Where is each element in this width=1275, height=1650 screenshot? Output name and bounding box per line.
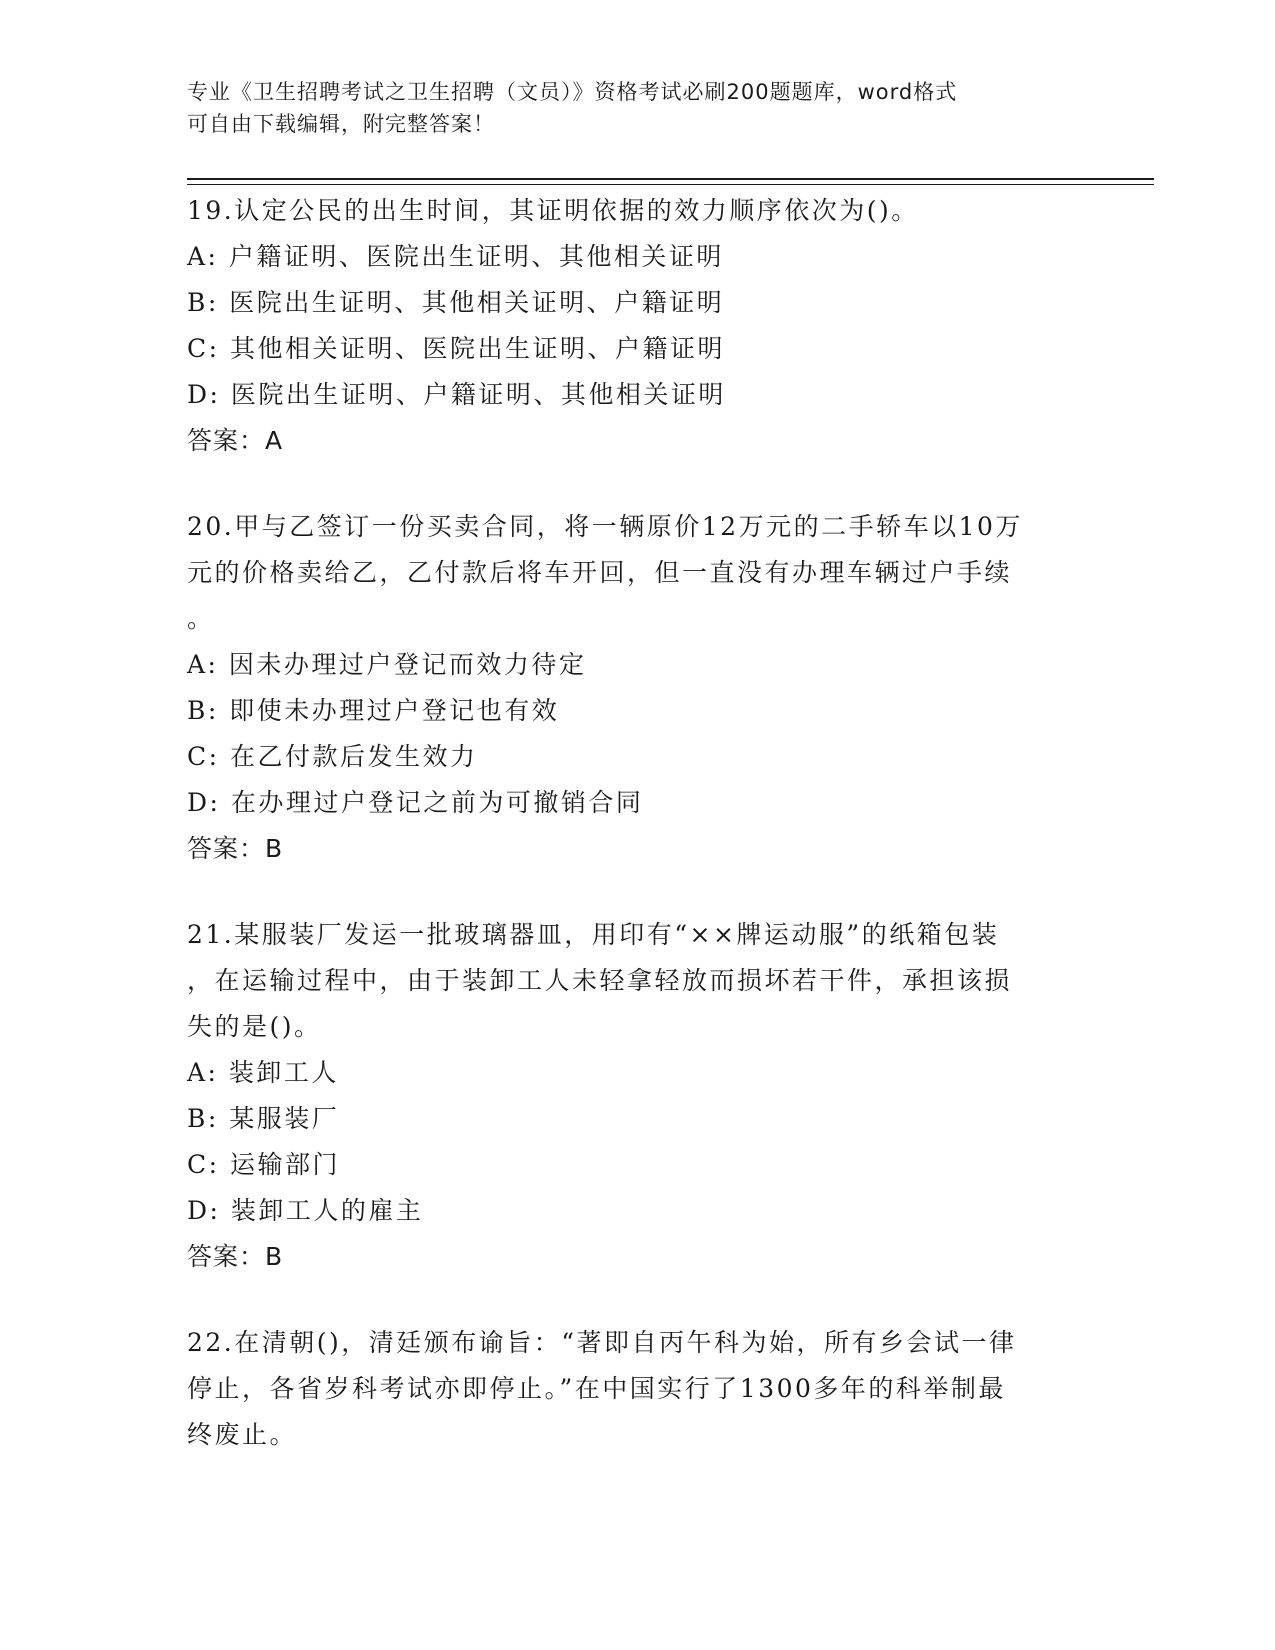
question-stem-line: ，在运输过程中，由于装卸工人未轻拿轻放而损坏若干件，承担该损 xyxy=(187,966,1013,995)
question-stem-line: 。 xyxy=(187,604,215,633)
option-d: D: 在办理过户登记之前为可撤销合同 xyxy=(187,788,644,817)
question-stem-line: 20.甲与乙签订一份买卖合同，将一辆原价12万元的二手轿车以10万 xyxy=(187,512,1023,541)
option-c: C: 运输部门 xyxy=(187,1150,340,1179)
question-stem-line: 22.在清朝()，清廷颁布谕旨：“著即自丙午科为始，所有乡会试一律 xyxy=(187,1328,1017,1357)
question-list xyxy=(187,188,1087,1498)
question-20 xyxy=(187,504,1087,872)
question-stem-line: 停止，各省岁科考试亦即停止。”在中国实行了1300多年的科举制最 xyxy=(187,1374,1006,1403)
header-divider-thin xyxy=(187,184,1154,185)
header-divider-thick xyxy=(187,178,1154,180)
question-22 xyxy=(187,1320,1087,1458)
option-c: C: 在乙付款后发生效力 xyxy=(187,742,478,771)
question-19 xyxy=(187,188,1087,464)
option-d: D: 装卸工人的雇主 xyxy=(187,1196,424,1225)
question-stem-line: 元的价格卖给乙，乙付款后将车开回，但一直没有办理车辆过户手续 xyxy=(187,558,1013,587)
option-a: A: 装卸工人 xyxy=(187,1058,339,1087)
question-stem-line: 终废止。 xyxy=(187,1420,298,1449)
option-c: C: 其他相关证明、医院出生证明、户籍证明 xyxy=(187,334,725,363)
question-stem-line: 19.认定公民的出生时间，其证明依据的效力顺序依次为()。 xyxy=(187,196,919,225)
document-header xyxy=(187,76,1087,140)
option-d: D: 医院出生证明、户籍证明、其他相关证明 xyxy=(187,380,726,409)
header-line-2: 可自由下载编辑，附完整答案！ xyxy=(187,112,495,136)
question-21 xyxy=(187,912,1087,1280)
answer: 答案：B xyxy=(187,1242,284,1271)
option-b: B: 医院出生证明、其他相关证明、户籍证明 xyxy=(187,288,725,317)
option-b: B: 某服装厂 xyxy=(187,1104,340,1133)
option-a: A: 因未办理过户登记而效力待定 xyxy=(187,650,587,679)
answer: 答案：A xyxy=(187,426,284,455)
header-line-1: 专业《卫生招聘考试之卫生招聘（文员）》资格考试必刷200题题库，word格式 xyxy=(187,80,958,104)
option-a: A: 户籍证明、医院出生证明、其他相关证明 xyxy=(187,242,724,271)
answer: 答案：B xyxy=(187,834,284,863)
question-stem-line: 失的是()。 xyxy=(187,1012,322,1041)
option-b: B: 即使未办理过户登记也有效 xyxy=(187,696,560,725)
question-stem-line: 21.某服装厂发运一批玻璃器皿，用印有“××牌运动服”的纸箱包装 xyxy=(187,920,1000,949)
